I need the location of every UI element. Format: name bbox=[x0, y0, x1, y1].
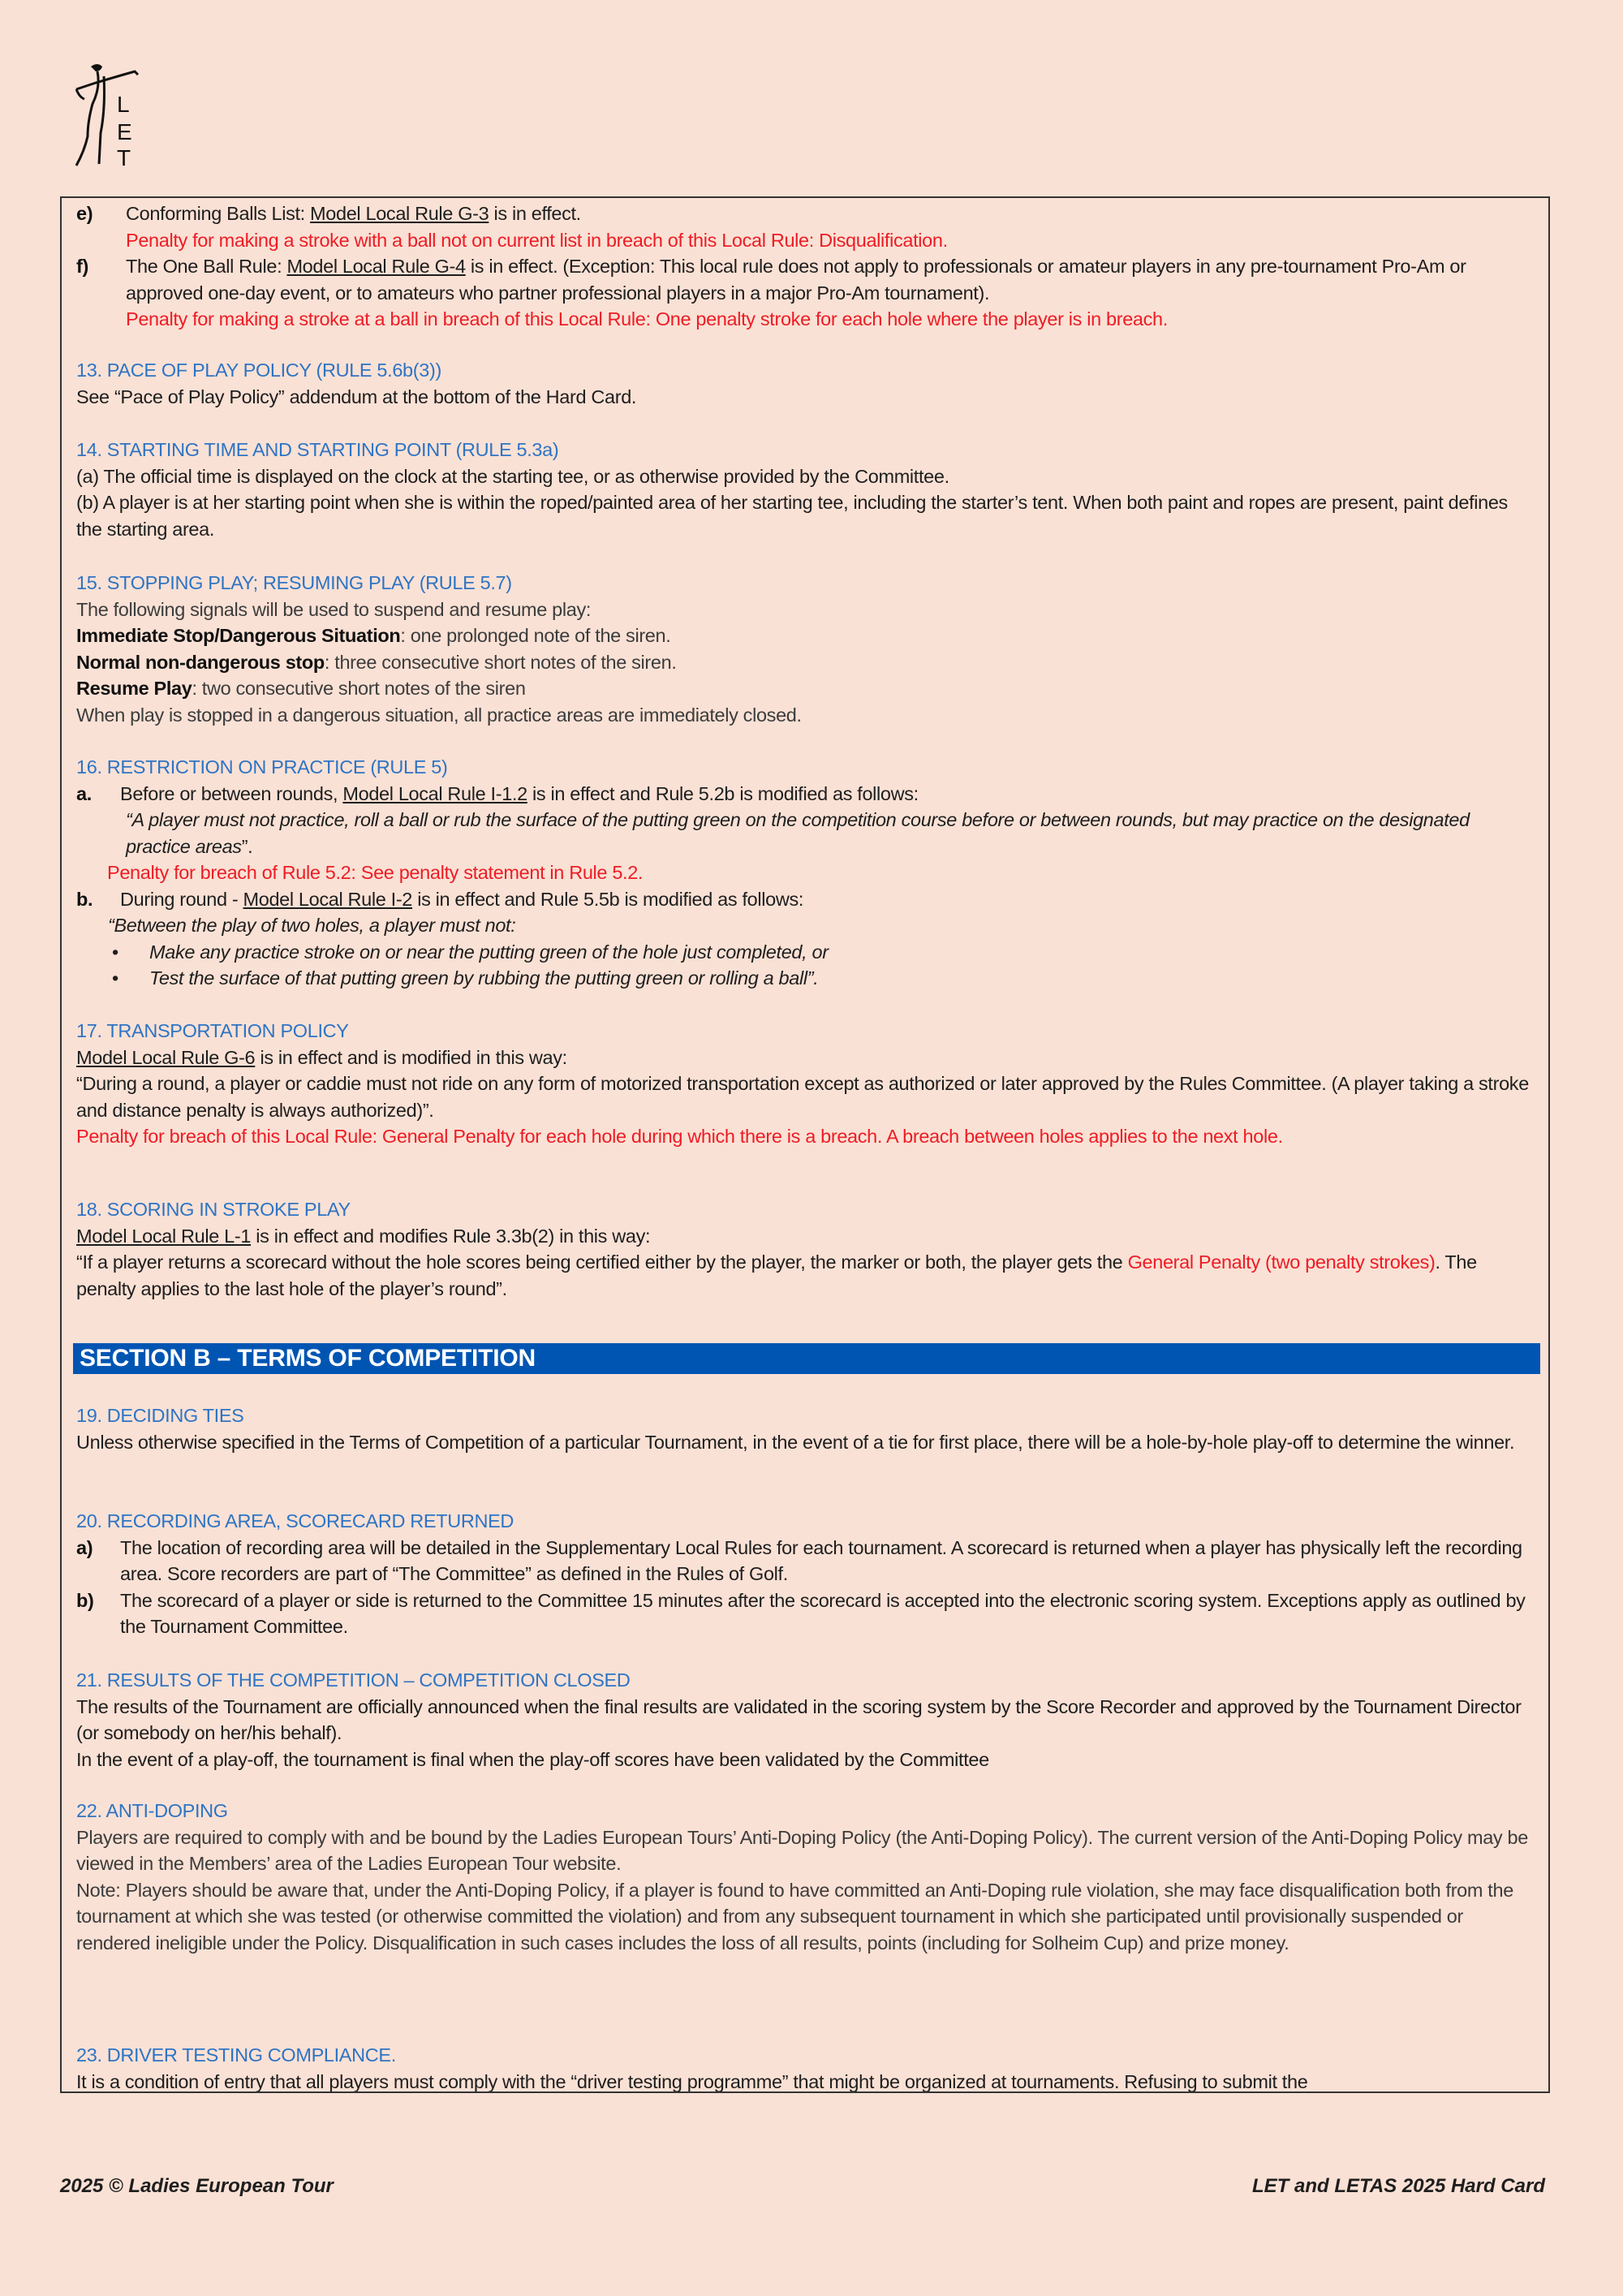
text-run: Resume Play bbox=[76, 678, 192, 699]
section-scoring-stroke-play bbox=[76, 1196, 1537, 1302]
text-run: “A player must not practice, roll a ball or rub the surface of the putting green on the competition course before or between rounds, but may practice on the designated practice areas bbox=[126, 809, 1470, 857]
section-heading bbox=[76, 1196, 1537, 1223]
bullet-item bbox=[76, 939, 1537, 966]
paragraph bbox=[76, 781, 1537, 808]
text-run: The scorecard of a player or side is returned to the Committee 15 minutes after the scorecard is accepted into the electronic scoring system. Exceptions apply as outlined by the Tournament Committee. bbox=[120, 1589, 1526, 1637]
section-balls-rules bbox=[76, 200, 1537, 333]
text-run: 19. DECIDING TIES bbox=[76, 1405, 244, 1426]
paragraph bbox=[76, 384, 1537, 411]
text-run: : two consecutive short notes of the siren bbox=[192, 678, 526, 699]
text-run: The results of the Tournament are officially announced when the final results are validated in the scoring system by the Score Recorder and approved by the Tournament Director (or somebody on her/his behalf). bbox=[76, 1695, 1522, 1743]
item-label: b) bbox=[76, 1589, 94, 1611]
paragraph bbox=[76, 2069, 1537, 2094]
svg-text:T: T bbox=[117, 145, 131, 168]
paragraph bbox=[76, 1123, 1537, 1150]
text-run: (a) The official time is displayed on the clock at the starting tee, or as otherwise provided by the Committee. bbox=[76, 465, 949, 487]
text-run: See “Pace of Play Policy” addendum at the bottom of the Hard Card. bbox=[76, 386, 637, 407]
paragraph bbox=[76, 200, 1537, 227]
paragraph bbox=[76, 1249, 1537, 1302]
text-run: Unless otherwise specified in the Terms of Competition of a particular Tournament, in the event of a tie for first place, there will be a hole-by-hole play-off to determine the winner. bbox=[76, 1431, 1515, 1453]
penalty-text: Penalty for making a stroke at a ball in breach of this Local Rule: One penalty stroke for each hole where the player is in breach. bbox=[126, 308, 1168, 330]
text-run: The following signals will be used to suspend and resume play: bbox=[76, 598, 592, 620]
footer-copyright: 2025 © Ladies European Tour bbox=[60, 2175, 334, 2197]
text-run: 21. RESULTS OF THE COMPETITION – COMPETITION CLOSED bbox=[76, 1669, 631, 1691]
text-run: Before or between rounds, bbox=[120, 782, 343, 804]
paragraph bbox=[76, 807, 1537, 859]
paragraph bbox=[76, 1535, 1537, 1587]
text-run: Immediate Stop/Dangerous Situation bbox=[76, 625, 401, 646]
text-run: Players are required to comply with and be bound by the Ladies European Tours’ Anti-Doping Policy (the Anti-Doping Policy). The current version of the Anti-Doping Policy may be viewed in the Members’ area of the Ladies European Tour website. bbox=[76, 1826, 1528, 1874]
section-transportation-policy bbox=[76, 1018, 1537, 1150]
penalty-text: Penalty for making a stroke with a ball not on current list in breach of this Local Rule: Disqualification. bbox=[126, 229, 948, 251]
paragraph bbox=[76, 702, 1537, 729]
section-b-title: SECTION B – TERMS OF COMPETITION bbox=[73, 1343, 1540, 1374]
text-run: : one prolonged note of the siren. bbox=[400, 625, 671, 646]
text-run: ”. bbox=[241, 835, 253, 857]
paragraph bbox=[76, 1747, 1537, 1773]
paragraph bbox=[76, 1429, 1537, 1456]
section-results bbox=[76, 1667, 1537, 1773]
paragraph bbox=[76, 1045, 1537, 1071]
text-run: ”. bbox=[807, 967, 819, 989]
text-run: Note: Players should be aware that, under the Anti-Doping Policy, if a player is found to have committed an Anti-Doping rule violation, she may face disqualification both from the tournament at which she was tested (or otherwise committed the violation) and from any subsequent tournament in which she participated until provisionally suspended or rendered ineligible under the Policy. Disqualification in such cases includes the loss of all results, points (including for Solheim Cup) and prize money. bbox=[76, 1879, 1513, 1954]
let-logo bbox=[68, 58, 166, 168]
text-run: . The penalty applies to the last hole of the player’s round”. bbox=[76, 1251, 1477, 1299]
text-run: 13. PACE OF PLAY POLICY (RULE 5.6b(3)) bbox=[76, 360, 441, 381]
text-run: 17. TRANSPORTATION POLICY bbox=[76, 1020, 349, 1041]
text-run: The location of recording area will be detailed in the Supplementary Local Rules for each tournament. A scorecard is returned when a player has physically left the recording area. Score recorders are part of “The Committee” as defined in the Rules of Golf. bbox=[120, 1536, 1522, 1584]
text-run: 16. RESTRICTION ON PRACTICE (RULE 5) bbox=[76, 756, 448, 778]
section-recording-area bbox=[76, 1508, 1537, 1640]
text-run: “If a player returns a scorecard without the hole scores being certified either by the player, the marker or both, the player gets the bbox=[76, 1251, 1128, 1273]
paragraph bbox=[76, 463, 1537, 490]
item-label: e) bbox=[76, 203, 93, 224]
section-stopping-play bbox=[76, 570, 1537, 728]
item-label: b. bbox=[76, 888, 93, 910]
section-heading bbox=[76, 1798, 1537, 1824]
paragraph bbox=[76, 649, 1537, 676]
section-heading bbox=[76, 570, 1537, 597]
penalty-text: Penalty for breach of this Local Rule: General Penalty for each hole during which there is a breach. A breach between holes applies to the next hole. bbox=[76, 1126, 1283, 1147]
paragraph bbox=[76, 912, 1537, 939]
section-starting-time bbox=[76, 437, 1537, 542]
paragraph bbox=[76, 886, 1537, 913]
section-pace-of-play bbox=[76, 357, 1537, 410]
paragraph bbox=[76, 597, 1537, 623]
text-run: Penalty for breach of Rule 5.2: See penalty statement in Rule 5.2. bbox=[107, 862, 644, 883]
rule-reference-link[interactable]: Model Local Rule G-3 bbox=[310, 203, 489, 224]
section-heading bbox=[76, 1508, 1537, 1535]
text-run: is in effect and Rule 5.2b is modified as follows: bbox=[527, 782, 919, 804]
text-run: “Between the play of two holes, a player must not: bbox=[108, 915, 516, 936]
section-deciding-ties bbox=[76, 1402, 1537, 1455]
text-run: 14. STARTING TIME AND STARTING POINT (RULE 5.3a) bbox=[76, 439, 559, 460]
paragraph bbox=[76, 622, 1537, 649]
footer-title: LET and LETAS 2025 Hard Card bbox=[1252, 2175, 1545, 2197]
text-run: (b) A player is at her starting point when she is within the roped/painted area of her starting tee, including the starter’s tent. When both paint and ropes are present, paint defines the starting area. bbox=[76, 492, 1508, 540]
section-anti-doping bbox=[76, 1798, 1537, 1956]
text-run: 15. STOPPING PLAY; RESUMING PLAY (RULE 5.7) bbox=[76, 572, 512, 593]
paragraph bbox=[76, 1587, 1537, 1640]
paragraph bbox=[76, 1877, 1537, 1957]
rule-reference-link[interactable]: Model Local Rule G-4 bbox=[286, 256, 466, 277]
text-run: 23. DRIVER TESTING COMPLIANCE. bbox=[76, 2044, 396, 2066]
paragraph bbox=[76, 227, 1537, 254]
bullet-icon: • bbox=[112, 941, 118, 963]
text-run: When play is stopped in a dangerous situation, all practice areas are immediately closed. bbox=[76, 704, 802, 726]
section-heading bbox=[76, 1667, 1537, 1694]
rule-reference-link[interactable]: Model Local Rule G-6 bbox=[76, 1046, 256, 1068]
text-run: The One Ball Rule: bbox=[126, 256, 287, 277]
text-run: 20. RECORDING AREA, SCORECARD RETURNED bbox=[76, 1510, 514, 1531]
paragraph bbox=[76, 1694, 1537, 1747]
rule-reference-link[interactable]: Model Local Rule I-2 bbox=[243, 888, 413, 910]
paragraph bbox=[76, 1824, 1537, 1877]
bullet-item bbox=[76, 965, 1537, 992]
section-restriction-on-practice bbox=[76, 754, 1537, 992]
text-run: is in effect. (Exception: This local rule does not apply to professionals or amateur players in any pre-tournament Pro-Am or approved one-day event, or to amateurs who partner professional players in a major Pro-Am tournament). bbox=[126, 256, 1466, 304]
text-run: is in effect and modifies Rule 3.3b(2) in this way: bbox=[251, 1225, 651, 1247]
svg-text:L: L bbox=[117, 92, 130, 117]
text-run: Test the surface of that putting green by rubbing the putting green or rolling a ball bbox=[149, 967, 807, 989]
paragraph bbox=[76, 675, 1537, 702]
section-driver-testing bbox=[76, 2042, 1537, 2093]
hard-card-content bbox=[60, 196, 1550, 2093]
paragraph bbox=[76, 1070, 1537, 1123]
section-heading bbox=[76, 437, 1537, 463]
text-run: Normal non-dangerous stop bbox=[76, 651, 325, 673]
paragraph bbox=[76, 489, 1537, 542]
section-heading bbox=[76, 357, 1537, 384]
svg-text:E: E bbox=[117, 119, 132, 144]
section-heading bbox=[76, 754, 1537, 781]
penalty-text: General Penalty (two penalty strokes) bbox=[1127, 1251, 1436, 1273]
paragraph bbox=[76, 253, 1537, 306]
item-label: f) bbox=[76, 256, 88, 277]
text-run: is in effect and is modified in this way: bbox=[255, 1046, 567, 1068]
text-run: In the event of a play-off, the tournament is final when the play-off scores have been validated by the Committee bbox=[76, 1748, 989, 1770]
paragraph bbox=[76, 1223, 1537, 1250]
text-run: It is a condition of entry that all players must comply with the “driver testing programme” that might be organized at tournaments. Refusing to submit the bbox=[76, 2070, 1308, 2092]
text-run: Make any practice stroke on or near the putting green of the hole just completed, or bbox=[149, 941, 829, 963]
item-label: a) bbox=[76, 1536, 93, 1558]
rule-reference-link[interactable]: Model Local Rule I-1.2 bbox=[342, 782, 527, 804]
text-run: is in effect and Rule 5.5b is modified as follows: bbox=[412, 888, 804, 910]
paragraph bbox=[76, 306, 1537, 333]
text-run: Conforming Balls List: bbox=[126, 203, 311, 224]
text-run: : three consecutive short notes of the siren. bbox=[324, 651, 677, 673]
section-heading bbox=[76, 2042, 1537, 2069]
text-run: 22. ANTI-DOPING bbox=[76, 1800, 228, 1821]
rule-reference-link[interactable]: Model Local Rule L-1 bbox=[76, 1225, 252, 1247]
text-run: is in effect. bbox=[489, 203, 581, 224]
text-run: 18. SCORING IN STROKE PLAY bbox=[76, 1199, 351, 1220]
text-run: During round - bbox=[120, 888, 243, 910]
bullet-icon: • bbox=[112, 967, 118, 989]
section-heading bbox=[76, 1402, 1537, 1429]
item-label: a. bbox=[76, 782, 92, 804]
paragraph bbox=[76, 859, 1537, 886]
section-heading bbox=[76, 1018, 1537, 1045]
text-run: “During a round, a player or caddie must not ride on any form of motorized transportation except as authorized or later approved by the Rules Committee. (A player taking a stroke and distance penalty is always authorized)”. bbox=[76, 1073, 1529, 1121]
